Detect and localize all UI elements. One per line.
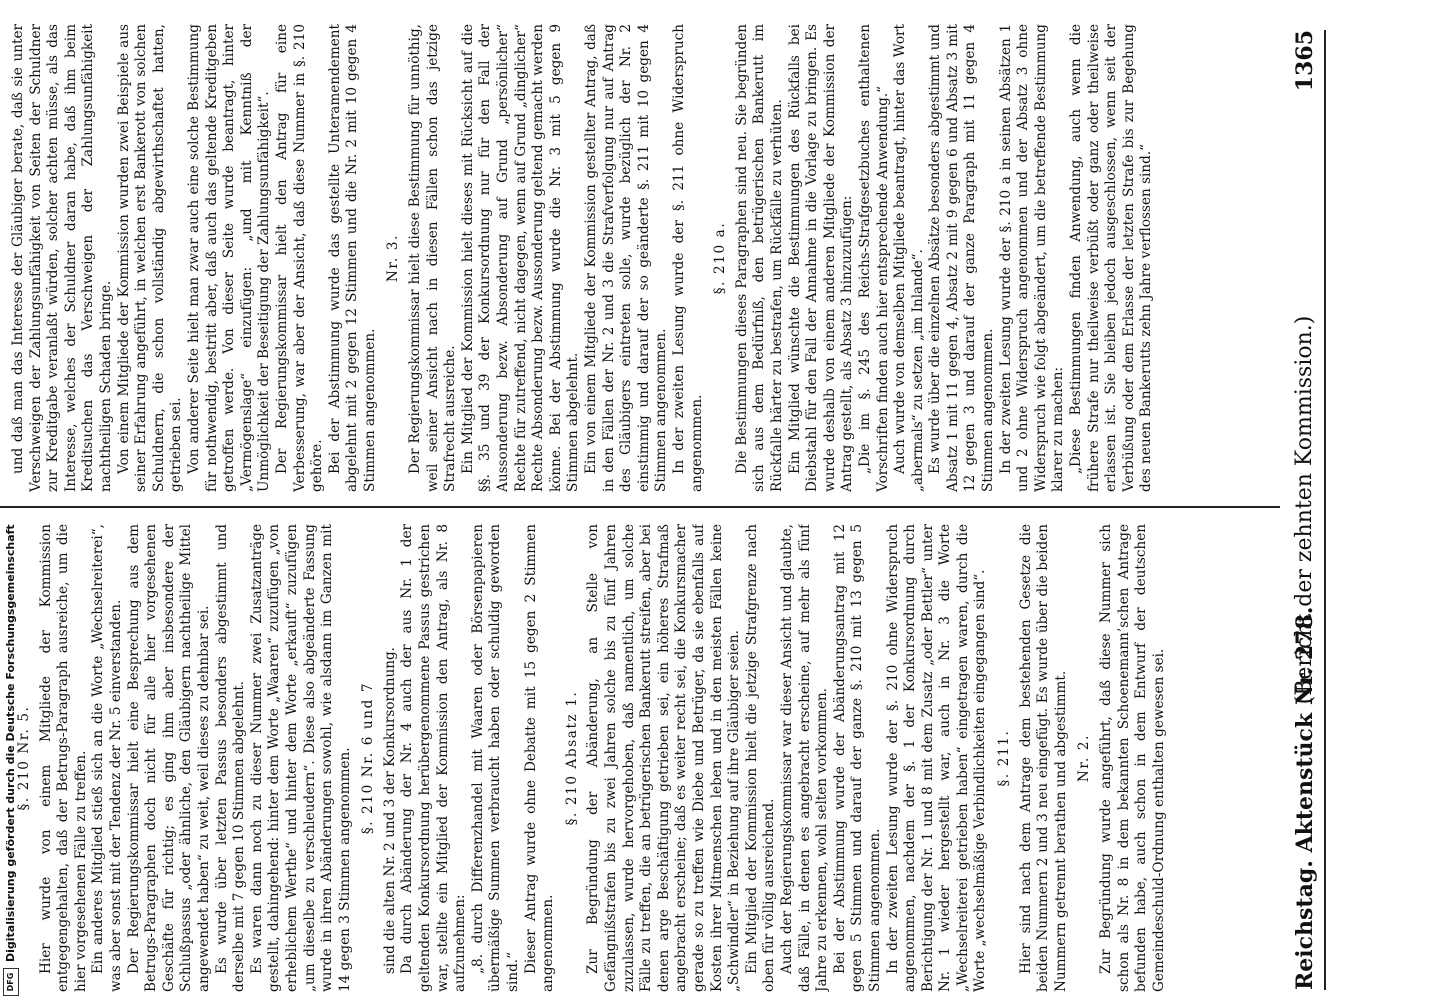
paragraph: Der Regierungskommissar hielt diese Bestimmung für unnöthig, weil seiner Ansicht nach in diesen Fällen schon das jetzige Strafrecht ausreiche.	[407, 24, 459, 492]
paragraph: Von anderer Seite hielt man zwar auch eine solche Bestimmung für nothwendig, bestritt aber, daß auch das geltende Kreditgeben getroffen werde. Von dieser Seite wurde beantragt, hinter „Vermögenslage“ einzufügen: „und mit Kenntniß der Unmöglichkeit der Beseitigung der Zahlungsunfähigkeit“.	[185, 24, 273, 492]
paragraph: Hier wurde von einem Mitgliede der Kommission entgegengehalten, daß der Betrugs-Paragraph ausreiche, um die hier vorgesehenen Fälle zu treffen.	[37, 524, 89, 992]
paragraph: Bei der Abstimmung wurde der Abänderungsantrag mit 12 gegen 5 Stimmen und darauf der ganze §. 210 mit 13 gegen 5 Stimmen angenommen.	[831, 524, 883, 992]
paragraph: In der zweiten Lesung wurde der §. 210 ohne Widerspruch angenommen, nachdem der §. 1 der Konkursordnung durch Berichtigung der Nr. 1 und 8 mit dem Zusatz „oder Bettler“ unter Nr. 1 wieder hergestellt war, auch in Nr. 3 die Worte „Wechselreiterei getrieben haben“ eingetragen waren, durch die Worte „wechselmäßige Verbindlichkeiten eingegangen sind“.	[884, 524, 989, 992]
quotation: „8. durch Differenzhandel mit Waaren oder Börsenpapieren übermäßige Summen verbraucht haben oder schuldig geworden sind.“	[469, 524, 522, 992]
header-left: Reichstag. Aktenstück Nr. 278.	[1292, 606, 1318, 990]
paragraph: Von einem Mitgliede der Kommission wurden zwei Beispiele aus seiner Erfahrung angeführt, in welchen erst Bankerott von solchen Schuldnern, die schon vollständig abgewirthschaftet hatten, getrieben sei.	[115, 24, 185, 492]
paragraph: Es wurde über die einzelnen Absätze besonders abgestimmt und Absatz 1 mit 11 gegen 4, Absatz 2 mit 9 gegen 6 und Absatz 3 mit 12 gegen 3 und darauf der ganze Paragraph mit 11 gegen 4 Stimmen angenommen.	[927, 24, 997, 492]
header-center: (Bericht der zehnten Kommission.)	[1292, 315, 1317, 705]
section-heading: §. 210 Nr. 5.	[16, 705, 32, 811]
section-heading: §. 210 Nr. 6 und 7	[360, 681, 377, 835]
paragraph: Ein Mitglied der Kommission hielt die jetzige Strafgrenze nach oben für völlig ausreichend.	[743, 524, 778, 992]
paragraph: Der Regierungskommissar hielt den Antrag für eine Verbesserung, war aber der Ansicht, daß diese Nummer in §. 210 gehöre.	[273, 24, 326, 492]
paragraph: Auch der Regierungskommissar war dieser Ansicht und glaubte, daß Fälle, in denen es angebracht erscheine, auf mehr als fünf Jahre zu erkennen, wohl selten vorkommen.	[778, 524, 831, 992]
paragraph: sind die alten Nr. 2 und 3 der Konkursordnung.	[381, 647, 398, 974]
paragraph: Die Bestimmungen dieses Paragraphen sind neu. Sie begründen sich aus dem Bedürfniß, den betrügerischen Bankerutt im Rückfalle härter zu bestrafen, um Rückfälle zu verhüten.	[733, 24, 785, 492]
paragraph: Ein von einem Mitgliede der Kommission gestellter Antrag, daß in den Fällen der Nr. 2 und 3 die Strafverfolgung nur auf Antrag des Gläubigers eintreten solle, wurde bezüglich der Nr. 2 einstimmig und darauf der so geänderte §. 211 mit 10 gegen 4 Stimmen angenommen.	[583, 24, 670, 492]
running-header	[1288, 30, 1322, 990]
section-heading: Nr. 2.	[1076, 733, 1093, 783]
paragraph: Es wurde über letzten Passus besonders abgestimmt und derselbe mit 7 gegen 10 Stimmen abgelehnt.	[213, 524, 248, 992]
quotation: „Die im §. 245 des Reichs-Strafgesetzbuches enthaltenen Vorschriften finden auch hier entsprechende Anwendung.“	[856, 24, 891, 492]
paragraph: In der zweiten Lesung wurde der §. 210 a in seinen Absätzen 1 und 2 ohne Widerspruch angenommen und der Absatz 3 ohne Widerspruch wie folgt abgeändert, um die betreffende Bestimmung klarer zu machen:	[997, 24, 1067, 492]
paragraph: Der Regierungskommissar hielt eine Besprechung aus dem Betrugs-Paragraphen doch nicht für alle hier vorgesehenen Geschäfte für richtig; es ging ihm aber insbesondere der Schlußpassus „oder ähnliche, den Gläubigern nachtheilige Mittel angewendet haben“ zu weit, weil dieses zu dehnbar sei.	[125, 524, 212, 992]
left-column	[10, 524, 1280, 992]
paragraph: Ein Mitglied wünschte die Bestimmungen des Rückfalls bei Diebstahl für den Fall der Annahme in die Vorlage zu bringen. Es wurde deshalb von einem anderen Mitgliede der Kommission der Antrag gestellt, als Absatz 3 hinzuzufügen:	[786, 24, 856, 492]
paragraph: Auch wurde von demselben Mitgliede beantragt, hinter das Wort „abermals“ zu setzen „im Inlande“.	[892, 24, 926, 492]
section-heading: §. 210 Absatz 1.	[563, 690, 580, 826]
paragraph: Ein anderes Mitglied stieß sich an die Worte „Wechselreiterei“, was aber sonst mit der Tendenz der Nr. 5 einverstanden.	[90, 524, 124, 992]
column-divider	[0, 506, 1280, 508]
section-heading: §. 210 a.	[712, 221, 729, 295]
quotation: „Diese Bestimmungen finden Anwendung, auch wenn die frühere Strafe nur theilweise verbüßt oder ganz oder theilweise erlassen ist. Sie bleiben jedoch ausgeschlossen, wenn seit der Verbüßung oder dem Erlasse der letzten Strafe bis zur Begehung des neuen Bankerutts zehn Jahre verflossen sind.“	[1068, 24, 1155, 492]
dfg-logo: DFG	[3, 968, 19, 996]
paragraph: Bei der Abstimmung wurde das gestellte Unteramendement abgelehnt mit 2 gegen 12 Stimmen und die Nr. 2 mit 10 gegen 4 Stimmen angenommen.	[326, 24, 378, 492]
header-rule	[1324, 30, 1326, 990]
paragraph: Zur Begründung wurde angeführt, daß diese Nummer sich schon als Nr. 8 in dem bekannten Schoenemann’schen Antrage befunden habe, auch schon in dem Entwurf der deutschen Gemeindeschuld-Ordnung enthalten gewesen sei.	[1098, 524, 1167, 992]
credit-text: Digitalisierung gefördert durch die Deutsche Forschungsgemeinschaft	[4, 524, 17, 962]
paragraph: Ein Mitglied der Kommission hielt dieses mit Rücksicht auf die §§. 35 und 39 der Konkursordnung nur für den Fall der Aussonderung bezw. Absonderung auf Grund „persönlicher“ Rechte für zutreffend, nicht dagegen, wenn auf Grund „dinglicher“ Rechte Absonderung bezw. Aussonderung geltend gemacht werden könne. Bei der Abstimmung wurde die Nr. 3 mit 5 gegen 9 Stimmen abgelehnt.	[459, 24, 582, 492]
right-column	[10, 24, 1280, 492]
section-heading: Nr. 3.	[385, 233, 402, 283]
paragraph: Da durch Abänderung der Nr. 4 auch der aus Nr. 1 der geltenden Konkursordnung herübergenommene Passus gestrichen war, stellte ein Mitglied der Kommission den Antrag, als Nr. 8 aufzunehmen:	[399, 524, 469, 992]
paragraph: Dieser Antrag wurde ohne Debatte mit 15 gegen 2 Stimmen angenommen.	[522, 524, 557, 992]
paragraph: Zur Begründung der Abänderung, an Stelle von Gefängnißstrafen bis zu zwei Jahren solche bis zu fünf Jahren zuzulassen, wurde hervorgehoben, daß namentlich, um solche Fälle zu treffen, die an betrügerischen Bankerutt streifen, aber bei denen arge Beschäftigung getrieben sei, ein höheres Strafmaß angebracht erscheine; daß es weiter recht sei, die Konkursmacher gerade so zu treffen wie Diebe und Betrüger, da sie ebenfalls auf Kosten ihrer Mitmenschen leben und in den meisten Fällen keine „Schwindler“ in Beziehung auf ihre Gläubiger seien.	[585, 524, 743, 992]
page-number: 1365	[1292, 30, 1318, 92]
paragraph: In der zweiten Lesung wurde der §. 211 ohne Widerspruch angenommen.	[670, 24, 705, 492]
paragraph: Hier sind nach dem Antrage dem bestehenden Gesetze die beiden Nummern 2 und 3 neu eingefügt. Es wurde über die beiden Nummern getrennt berathen und abgestimmt.	[1017, 524, 1069, 992]
paragraph: Es waren dann noch zu dieser Nummer zwei Zusatzanträge gestellt, dahingehend: hinter dem Worte „Waaren“ zuzufügen „von erheblichem Werthe“ und hinter dem Worte „erkauft“ zuzufügen „um dieselbe zu verschleudern“. Diese also abgeänderte Fassung wurde in ihren Abänderungen sowohl, wie alsdann im Ganzen mit 14 gegen 3 Stimmen angenommen.	[248, 524, 353, 992]
paragraph: und daß man das Interesse der Gläubiger berate, daß sie unter Verschweigen der Zahlungsunfähigkeit von Seiten der Schuldner zur Kreditgabe veranlaßt würden, solcher achten müsse, als das Interesse, welches der Schuldner daran habe, daß ihm beim Kreditsuchen das Verschweigen der Zahlungsunfähigkeit nachtheiligen Schaden bringe.	[10, 24, 114, 492]
section-heading: §. 211.	[996, 729, 1013, 787]
